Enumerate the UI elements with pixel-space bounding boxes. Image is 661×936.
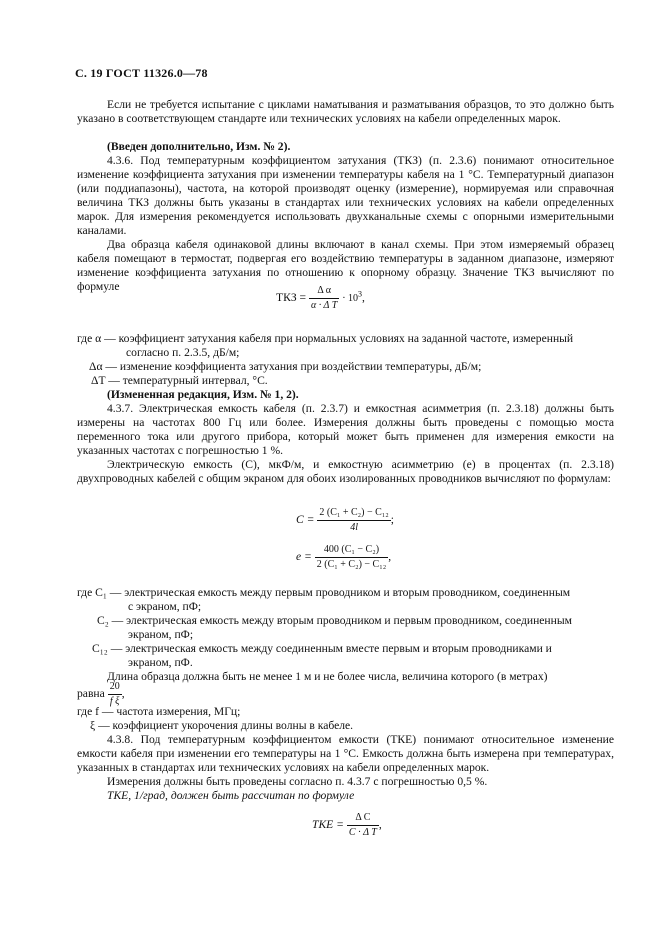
- formula-e-lhs: e =: [296, 550, 312, 564]
- formula-tkz-lhs: ТКЗ =: [276, 291, 307, 305]
- paragraph-4-3-7: 4.3.7. Электрическая емкость кабеля (п. 2.3.7) и емкостная асимметрия (п. 2.3.18) должны быть измерены на частотах 800 Гц или более. Измерения должны быть проведены с помощью моста переменного тока или другого прибора, который может быть применен для измерения емкости на указанных частотах с погрешностью 1 %.: [77, 402, 614, 457]
- paragraph-sample-length: Длина образца должна быть не менее 1 м и не более числа, величина которого (в метрах): [107, 670, 548, 683]
- note-revised: (Измененная редакция, Изм. № 1, 2).: [107, 388, 299, 401]
- formula-length-pre: равна: [77, 687, 105, 701]
- formula-tkz-numerator: Δ α: [309, 285, 339, 299]
- formula-length-end: ,: [121, 687, 125, 701]
- formula-capacitance: [296, 507, 394, 534]
- formula-tkz-denominator: α · Δ T: [310, 300, 338, 311]
- note-added: (Введен дополнительно, Изм. № 2).: [107, 140, 291, 153]
- def-delta-alpha: Δα — изменение коэффициента затухания при воздействии температуры, дБ/м;: [89, 360, 482, 373]
- def-c12: C₁₂ — электрическая емкость между соединенным вместе первым и вторым проводниками и: [92, 642, 552, 655]
- formula-e-end: ,: [388, 550, 392, 564]
- def-c1-cont: с экраном, пФ;: [128, 600, 202, 613]
- def-c2: C₂ — электрическая емкость между вторым проводником и первым проводником, соединенным: [97, 614, 572, 627]
- formula-tke-numerator: Δ C: [347, 812, 379, 826]
- def-frequency: где f — частота измерения, МГц;: [77, 705, 241, 718]
- def-c12-cont: экраном, пФ.: [128, 656, 193, 669]
- formula-length-denominator: f ξ: [109, 696, 120, 707]
- formula-tke: [312, 812, 382, 839]
- paragraph-test-cycles: Если не требуется испытание с циклами наматывания и разматывания образцов, то это должно быть указано в соответствующем стандарте или технических условиях на кабели определенных марок.: [77, 98, 614, 125]
- formula-tkz-end: ,: [362, 291, 365, 305]
- paragraph-4-3-6: 4.3.6. Под температурным коэффициентом затухания (ТКЗ) (п. 2.3.6) понимают относительное изменение коэффициента затухания при изменении температуры кабеля на 1 °С. Температурный диапазон (или поддиапазоны), частота, на которой производят оценку (измерение), нормируемая или справочная величина ТКЗ должны быть указаны в стандартах или технических условиях на кабели определенных марок. Для измерения рекомендуется использовать двухканальные схемы с опорными измерительными каналами.: [77, 154, 614, 237]
- paragraph-tkz-method: Два образца кабеля одинаковой длины включают в канал схемы. При этом измеряемый образец кабеля помещают в термостат, подвергая его воздействию температуры в заданном диапазоне, измеряют изменение коэффициента затухания по отношению к опорному образцу. Значение ТКЗ вычисляют по формуле: [77, 238, 614, 293]
- formula-tke-denominator: C · Δ T: [348, 827, 377, 838]
- formula-e-denominator: 2 (C₁ + C₂) − C₁₂: [316, 559, 387, 570]
- formula-tkz: [276, 285, 365, 312]
- formula-e-numerator: 400 (C₁ − C₂): [315, 544, 388, 558]
- def-alpha-text: коэффициент затухания кабеля при нормальных условиях на заданной частоте, измеренный: [118, 332, 574, 345]
- paragraph-precision: Измерения должны быть проведены согласно п. 4.3.7 с погрешностью 0,5 %.: [107, 775, 488, 788]
- paragraph-capacitance: Электрическую емкость (С), мкФ/м, и емкостную асимметрию (е) в процентах (п. 2.3.18) двухпроводных кабелей с общим экраном для обоих изолированных проводников вычисляют по формулам:: [77, 458, 614, 485]
- page-header: С. 19 ГОСТ 11326.0—78: [75, 66, 208, 80]
- def-xi: ξ — коэффициент укорочения длины волны в кабеле.: [90, 719, 354, 732]
- def-delta-t: ΔT — температурный интервал, °С.: [91, 374, 268, 387]
- def-alpha: [77, 332, 614, 346]
- def-c2-cont: экраном, пФ;: [128, 628, 194, 641]
- formula-asymmetry: [296, 544, 391, 571]
- formula-tkz-exponent: 3: [358, 289, 363, 299]
- def-alpha-symbol: где α —: [77, 332, 116, 345]
- formula-c-denominator: 4l: [350, 522, 358, 533]
- paragraph-tke-formula-intro: TKE, 1/град, должен быть рассчитан по формуле: [107, 789, 355, 802]
- paragraph-4-3-8: 4.3.8. Под температурным коэффициентом емкости (ТКЕ) понимают относительное изменение емкости кабеля при изменении его температуры на 1 °С. Емкость должна быть измерена при температурах, указанных в стандартах или технических условиях на кабели определенных марок.: [77, 733, 614, 774]
- formula-c-end: ;: [390, 513, 395, 527]
- def-alpha-cont: согласно п. 2.3.5, дБ/м;: [126, 346, 240, 359]
- formula-tkz-multiplier: · 10: [342, 293, 359, 305]
- formula-length-numerator: 20: [108, 681, 122, 695]
- formula-length-limit: [77, 681, 125, 708]
- def-c1: где C₁ — электрическая емкость между первым проводником и вторым проводником, соединенным: [77, 586, 571, 599]
- formula-tke-lhs: TKE =: [312, 818, 344, 832]
- formula-tke-end: ,: [378, 818, 382, 832]
- formula-c-numerator: 2 (C₁ + C₂) − C₁₂: [317, 507, 390, 521]
- formula-c-lhs: C =: [296, 513, 315, 527]
